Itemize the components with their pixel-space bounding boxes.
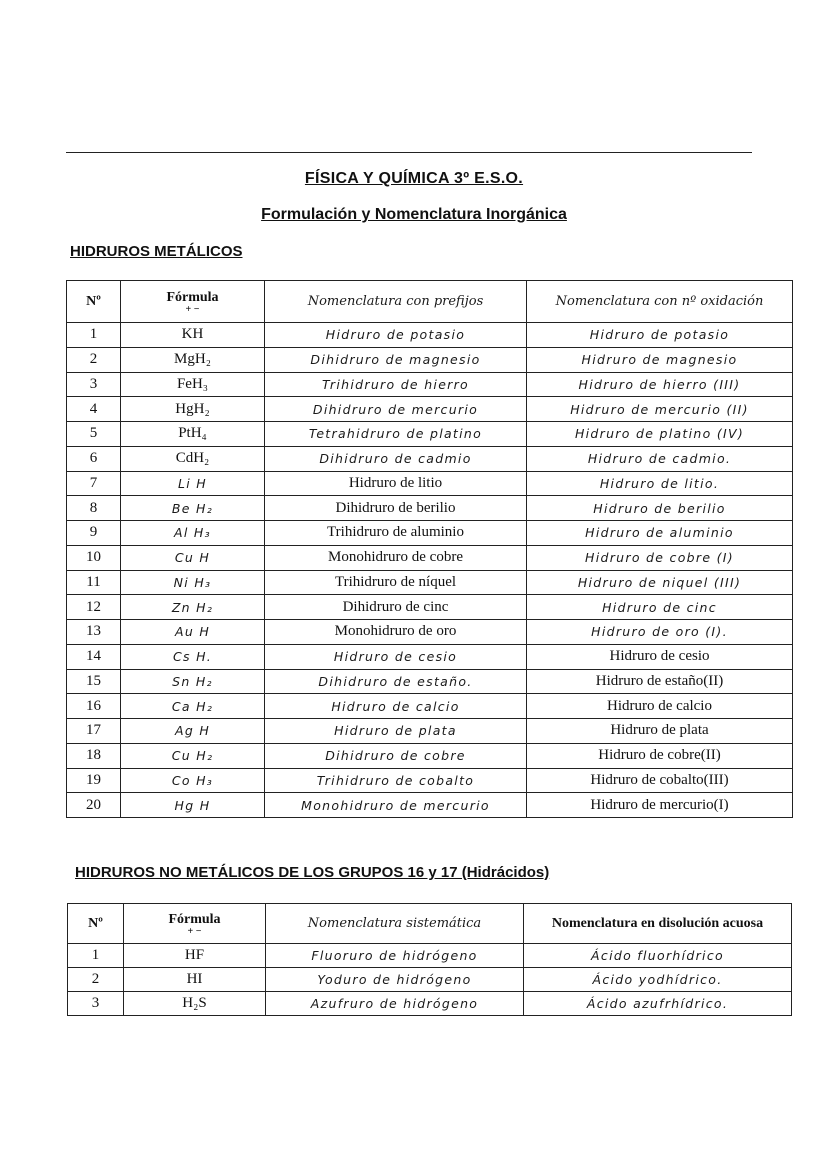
- table-row: [67, 620, 793, 645]
- table-row: [67, 793, 793, 818]
- formula-cell: Al H₃: [121, 521, 265, 546]
- row-number: 6: [67, 446, 121, 471]
- oxidation-nomenclature-cell: Hidruro de estaño(II): [527, 669, 793, 694]
- header-systematic-nomenclature: Nomenclatura sistemática: [266, 904, 524, 944]
- table-row: [67, 743, 793, 768]
- prefix-nomenclature-cell: Hidruro de cesio: [265, 644, 527, 669]
- formula-cell: FeH₃: [121, 372, 265, 397]
- header-num: Nº: [67, 281, 121, 323]
- formula-cell: H₂S: [124, 992, 266, 1016]
- formula-cell: KH: [121, 323, 265, 348]
- row-number: 14: [67, 644, 121, 669]
- prefix-nomenclature-cell: Monohidruro de cobre: [265, 545, 527, 570]
- table-row: [67, 694, 793, 719]
- table-row: [67, 323, 793, 348]
- header-formula: Fórmula + −: [124, 904, 266, 944]
- oxidation-nomenclature-cell: Hidruro de cinc: [527, 595, 793, 620]
- oxidation-nomenclature-cell: Hidruro de cobalto(III): [527, 768, 793, 793]
- table-row: [67, 595, 793, 620]
- prefix-nomenclature-cell: Hidruro de potasio: [265, 323, 527, 348]
- page-subtitle: Formulación y Nomenclatura Inorgánica: [261, 206, 567, 223]
- formula-cell: HF: [124, 944, 266, 968]
- oxidation-nomenclature-cell: Hidruro de cobre (I): [527, 545, 793, 570]
- prefix-nomenclature-cell: Dihidruro de cinc: [265, 595, 527, 620]
- formula-cell: Cu H₂: [121, 743, 265, 768]
- table-row: [67, 471, 793, 496]
- formula-cell: HI: [124, 968, 266, 992]
- row-number: 12: [67, 595, 121, 620]
- row-number: 9: [67, 521, 121, 546]
- formula-cell: Co H₃: [121, 768, 265, 793]
- row-number: 15: [67, 669, 121, 694]
- formula-cell: Ag H: [121, 719, 265, 744]
- table-row: [67, 644, 793, 669]
- row-number: 2: [68, 968, 124, 992]
- table-row: [67, 521, 793, 546]
- header-prefix-nomenclature: Nomenclatura con prefijos: [265, 281, 527, 323]
- prefix-nomenclature-cell: Hidruro de plata: [265, 719, 527, 744]
- oxidation-nomenclature-cell: Hidruro de magnesio: [527, 347, 793, 372]
- oxidation-nomenclature-cell: Hidruro de oro (I).: [527, 620, 793, 645]
- systematic-nomenclature-cell: Azufruro de hidrógeno: [266, 992, 524, 1016]
- row-number: 17: [67, 719, 121, 744]
- formula-cell: CdH₂: [121, 446, 265, 471]
- row-number: 1: [67, 323, 121, 348]
- row-number: 20: [67, 793, 121, 818]
- row-number: 7: [67, 471, 121, 496]
- aqueous-nomenclature-cell: Ácido azufrhídrico.: [524, 992, 792, 1016]
- table-row: [67, 768, 793, 793]
- formula-cell: Ca H₂: [121, 694, 265, 719]
- row-number: 1: [68, 944, 124, 968]
- aqueous-nomenclature-cell: Ácido fluorhídrico: [524, 944, 792, 968]
- prefix-nomenclature-cell: Hidruro de calcio: [265, 694, 527, 719]
- prefix-nomenclature-cell: Hidruro de litio: [265, 471, 527, 496]
- header-aqueous-nomenclature: Nomenclatura en disolución acuosa: [524, 904, 792, 944]
- formula-cell: Hg H: [121, 793, 265, 818]
- systematic-nomenclature-cell: Fluoruro de hidrógeno: [266, 944, 524, 968]
- prefix-nomenclature-cell: Trihidruro de níquel: [265, 570, 527, 595]
- row-number: 5: [67, 422, 121, 447]
- oxidation-nomenclature-cell: Hidruro de plata: [527, 719, 793, 744]
- formula-cell: HgH₂: [121, 397, 265, 422]
- formula-cell: Ni H₃: [121, 570, 265, 595]
- charge-signs: + −: [185, 303, 200, 315]
- prefix-nomenclature-cell: Tetrahidruro de platino: [265, 422, 527, 447]
- prefix-nomenclature-cell: Dihidruro de estaño.: [265, 669, 527, 694]
- prefix-nomenclature-cell: Dihidruro de magnesio: [265, 347, 527, 372]
- prefix-nomenclature-cell: Trihidruro de cobalto: [265, 768, 527, 793]
- top-rule: [66, 152, 752, 153]
- table-row: [68, 944, 792, 968]
- oxidation-nomenclature-cell: Hidruro de hierro (III): [527, 372, 793, 397]
- aqueous-nomenclature-cell: Ácido yodhídrico.: [524, 968, 792, 992]
- table-header-row: [67, 281, 793, 323]
- header-formula: Fórmula + −: [121, 281, 265, 323]
- row-number: 18: [67, 743, 121, 768]
- section-heading-hydracids: HIDRUROS NO METÁLICOS DE LOS GRUPOS 16 y 17 (Hidrácidos): [75, 864, 550, 881]
- row-number: 13: [67, 620, 121, 645]
- metal-hydrides-table: [66, 280, 793, 818]
- formula-cell: Zn H₂: [121, 595, 265, 620]
- table-row: [67, 669, 793, 694]
- row-number: 4: [67, 397, 121, 422]
- prefix-nomenclature-cell: Dihidruro de mercurio: [265, 397, 527, 422]
- table-row: [67, 446, 793, 471]
- table-row: [67, 570, 793, 595]
- section-heading-metal-hydrides: HIDRUROS METÁLICOS: [70, 243, 243, 260]
- prefix-nomenclature-cell: Monohidruro de mercurio: [265, 793, 527, 818]
- formula-cell: Au H: [121, 620, 265, 645]
- row-number: 19: [67, 768, 121, 793]
- systematic-nomenclature-cell: Yoduro de hidrógeno: [266, 968, 524, 992]
- charge-signs: + −: [187, 925, 202, 937]
- header-oxidation-nomenclature: Nomenclatura con nº oxidación: [527, 281, 793, 323]
- table-row: [67, 372, 793, 397]
- oxidation-nomenclature-cell: Hidruro de litio.: [527, 471, 793, 496]
- formula-cell: Cu H: [121, 545, 265, 570]
- prefix-nomenclature-cell: Monohidruro de oro: [265, 620, 527, 645]
- oxidation-nomenclature-cell: Hidruro de berilio: [527, 496, 793, 521]
- table-row: [67, 422, 793, 447]
- oxidation-nomenclature-cell: Hidruro de mercurio (II): [527, 397, 793, 422]
- oxidation-nomenclature-cell: Hidruro de potasio: [527, 323, 793, 348]
- header-num: Nº: [68, 904, 124, 944]
- table-row: [67, 719, 793, 744]
- formula-cell: Cs H.: [121, 644, 265, 669]
- page-title: FÍSICA Y QUÍMICA 3º E.S.O.: [304, 170, 524, 187]
- row-number: 8: [67, 496, 121, 521]
- prefix-nomenclature-cell: Dihidruro de cadmio: [265, 446, 527, 471]
- oxidation-nomenclature-cell: Hidruro de cobre(II): [527, 743, 793, 768]
- table-row: [67, 496, 793, 521]
- prefix-nomenclature-cell: Dihidruro de berilio: [265, 496, 527, 521]
- oxidation-nomenclature-cell: Hidruro de cadmio.: [527, 446, 793, 471]
- row-number: 16: [67, 694, 121, 719]
- oxidation-nomenclature-cell: Hidruro de aluminio: [527, 521, 793, 546]
- table-row: [67, 397, 793, 422]
- hydracids-table: [67, 903, 792, 1016]
- table-row: [67, 347, 793, 372]
- oxidation-nomenclature-cell: Hidruro de mercurio(I): [527, 793, 793, 818]
- prefix-nomenclature-cell: Trihidruro de hierro: [265, 372, 527, 397]
- oxidation-nomenclature-cell: Hidruro de niquel (III): [527, 570, 793, 595]
- table-row: [68, 968, 792, 992]
- row-number: 11: [67, 570, 121, 595]
- prefix-nomenclature-cell: Trihidruro de aluminio: [265, 521, 527, 546]
- formula-cell: MgH₂: [121, 347, 265, 372]
- table-row: [68, 992, 792, 1016]
- oxidation-nomenclature-cell: Hidruro de platino (IV): [527, 422, 793, 447]
- row-number: 2: [67, 347, 121, 372]
- row-number: 3: [67, 372, 121, 397]
- formula-cell: Be H₂: [121, 496, 265, 521]
- oxidation-nomenclature-cell: Hidruro de cesio: [527, 644, 793, 669]
- table-header-row: [68, 904, 792, 944]
- prefix-nomenclature-cell: Dihidruro de cobre: [265, 743, 527, 768]
- formula-cell: Sn H₂: [121, 669, 265, 694]
- formula-cell: PtH₄: [121, 422, 265, 447]
- table-row: [67, 545, 793, 570]
- row-number: 10: [67, 545, 121, 570]
- formula-cell: Li H: [121, 471, 265, 496]
- oxidation-nomenclature-cell: Hidruro de calcio: [527, 694, 793, 719]
- row-number: 3: [68, 992, 124, 1016]
